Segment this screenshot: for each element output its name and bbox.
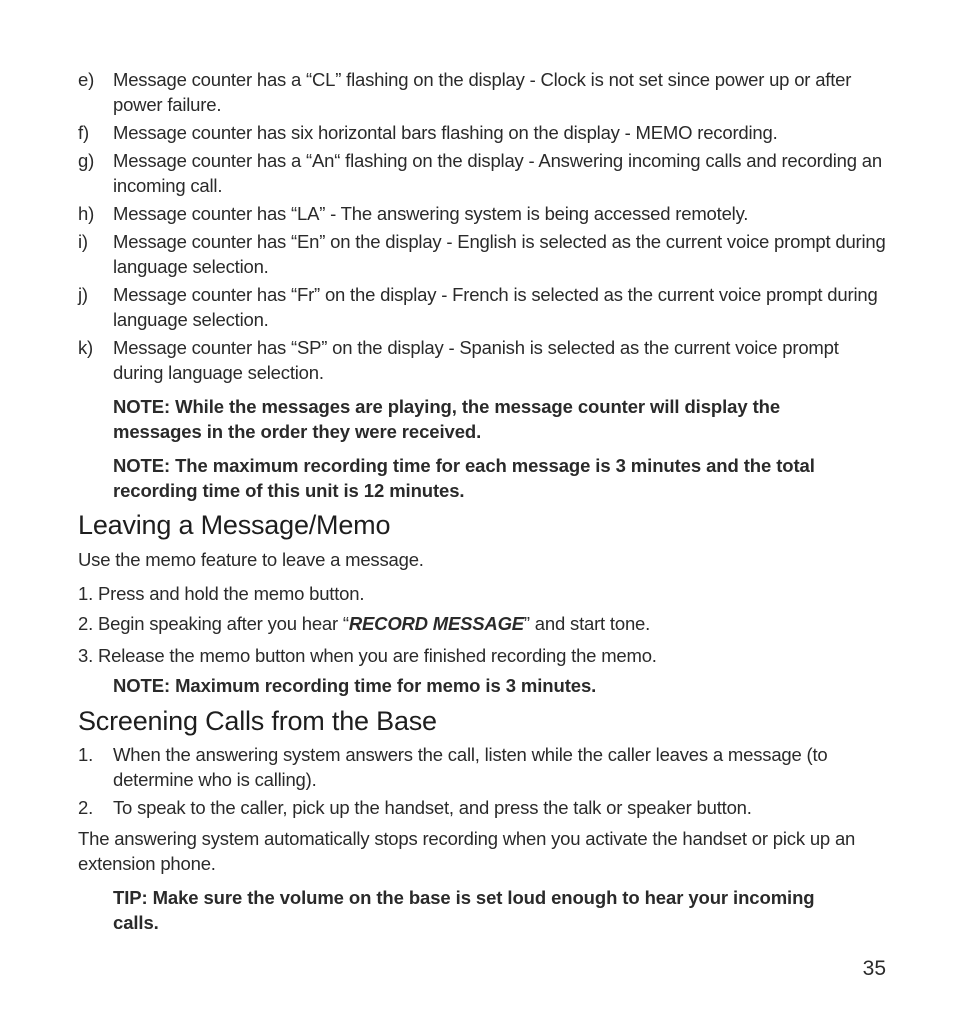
list-marker: g) (78, 150, 95, 171)
list-item-text: Message counter has a “CL” flashing on the display - Clock is not set since power up or after power failure. (113, 69, 852, 115)
list-item (78, 229, 888, 279)
memo-step-1: 1. Press and hold the memo button. (78, 583, 365, 604)
list-marker: 2. (78, 797, 94, 818)
message-counter-list (78, 67, 888, 388)
list-item (78, 282, 888, 332)
list-item (78, 67, 888, 117)
memo-step-2-lead: 2. Begin speaking after you hear “ (78, 613, 349, 634)
note-memo-time: NOTE: Maximum recording time for memo is 3 minutes. (113, 675, 597, 696)
screening-steps-list (78, 742, 888, 823)
memo-step-2-tail: ” and start tone. (523, 613, 651, 634)
list-item (78, 120, 888, 145)
list-marker: i) (78, 231, 88, 252)
list-item-text: Message counter has “LA” - The answering system is being accessed remotely. (113, 203, 749, 224)
list-item-text: Message counter has “Fr” on the display - French is selected as the current voice prompt during language selection. (113, 284, 878, 330)
note-playing-order: NOTE: While the messages are playing, the message counter will display the messages in the order they were received. (113, 396, 781, 442)
list-item (78, 742, 888, 792)
note-max-recording-time: NOTE: The maximum recording time for each message is 3 minutes and the total recording time of this unit is 12 minutes. (113, 455, 815, 501)
list-marker: j) (78, 284, 88, 305)
list-item-text: Message counter has a “An“ flashing on the display - Answering incoming calls and recording an incoming call. (113, 150, 882, 196)
list-item-text: Message counter has “En” on the display - English is selected as the current voice prompt during language selection. (113, 231, 886, 277)
tip-volume: TIP: Make sure the volume on the base is set loud enough to hear your incoming calls. (113, 887, 815, 933)
list-marker: h) (78, 203, 95, 224)
list-item (78, 795, 888, 820)
list-item-text: Message counter has “SP” on the display - Spanish is selected as the current voice prompt during language selection. (113, 337, 839, 383)
list-item (78, 335, 888, 385)
memo-intro: Use the memo feature to leave a message. (78, 549, 424, 570)
section-heading-memo: Leaving a Message/Memo (78, 510, 391, 540)
screening-paragraph: The answering system automatically stops recording when you activate the handset or pick up an extension phone. (78, 828, 856, 874)
page-number: 35 (862, 957, 886, 980)
list-item-text: Message counter has six horizontal bars flashing on the display - MEMO recording. (113, 122, 778, 143)
list-marker: f) (78, 122, 89, 143)
list-marker: k) (78, 337, 94, 358)
list-marker: 1. (78, 744, 94, 765)
record-message-prompt: RECORD MESSAGE (348, 613, 524, 634)
memo-step-3: 3. Release the memo button when you are finished recording the memo. (78, 645, 657, 666)
section-heading-screening: Screening Calls from the Base (78, 706, 437, 736)
list-item (78, 148, 888, 198)
list-item-text: When the answering system answers the call, listen while the caller leaves a message (to determine who is calling). (113, 744, 828, 790)
list-marker: e) (78, 69, 95, 90)
list-item-text: To speak to the caller, pick up the handset, and press the talk or speaker button. (113, 797, 752, 818)
list-item (78, 201, 888, 226)
memo-step-2 (78, 611, 650, 636)
